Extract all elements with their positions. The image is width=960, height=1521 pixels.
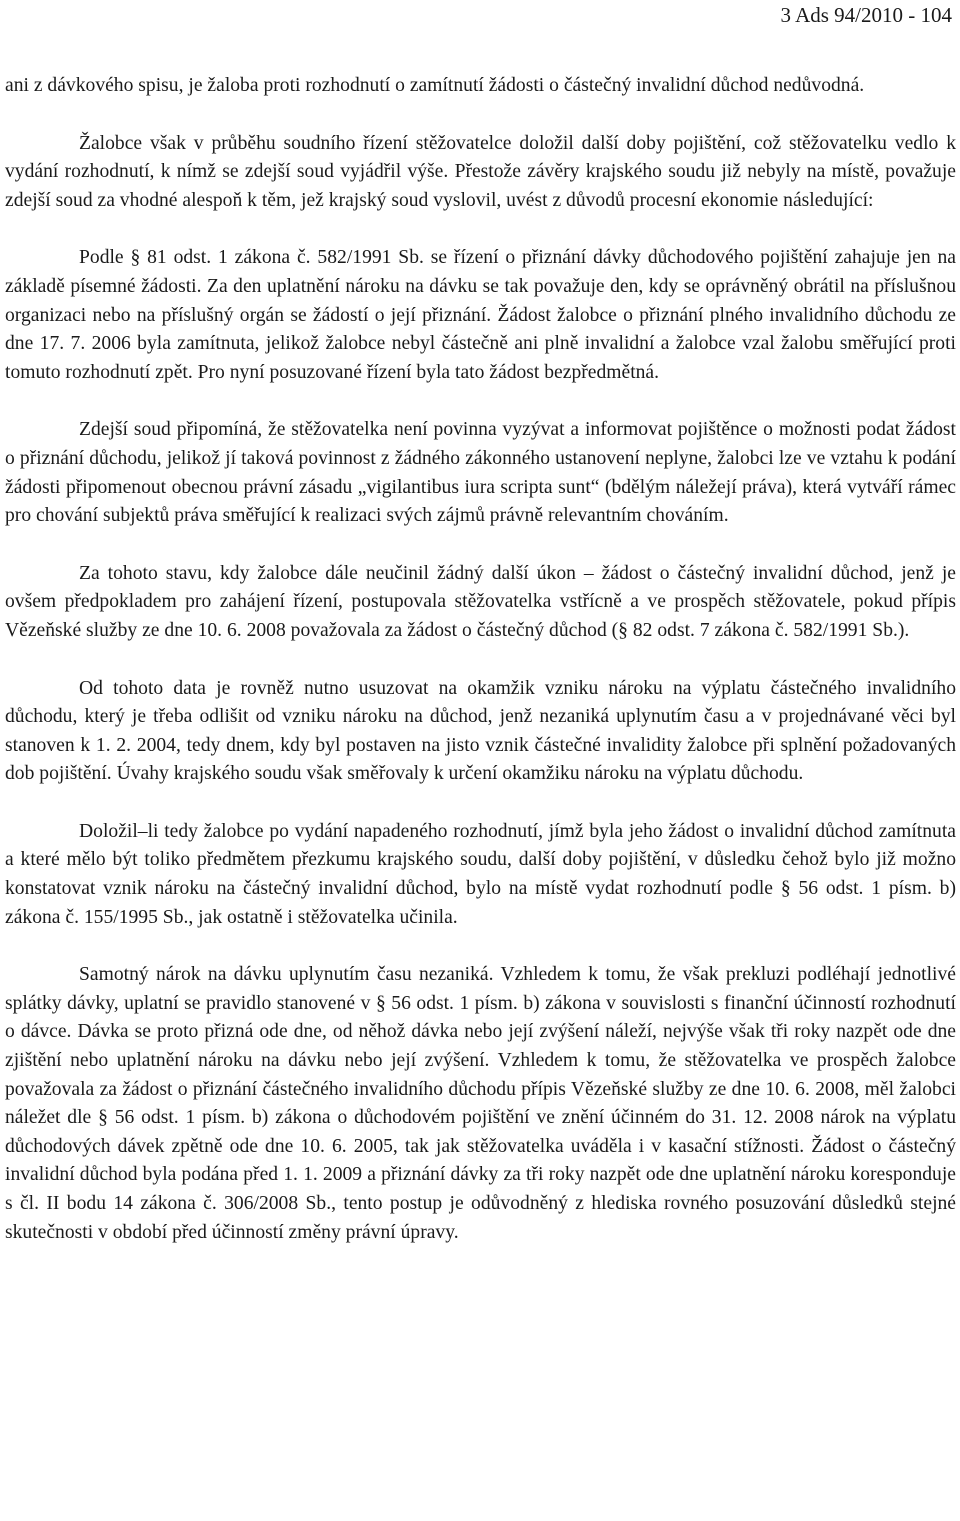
- paragraph-7: Doložil–li tedy žalobce po vydání napadeného rozhodnutí, jímž byla jeho žádost o invalidní důchod zamítnuta a které mělo být toliko předmětem přezkumu krajského soudu, další doby pojištění, v důsledku čehož bylo již možno konstatovat vznik nároku na částečný invalidní důchod, bylo na místě vydat rozhodnutí podle § 56 odst. 1 písm. b) zákona č. 155/1995 Sb., jak ostatně i stěžovatelka učinila.: [5, 820, 956, 928]
- paragraph-6: Od tohoto data je rovněž nutno usuzovat na okamžik vzniku nároku na výplatu částečného invalidního důchodu, který je třeba odlišit od vzniku nároku na důchod, jenž nezaniká uplynutím času a v projednávané věci byl stanoven k 1. 2. 2004, tedy dnem, kdy byl postaven na jisto vznik částečné invalidity žalobce při splnění požadovaných dob pojištění. Úvahy krajského soudu však směřovaly k určení okamžiku nároku na výplatu důchodu.: [5, 677, 956, 785]
- paragraph-2: Žalobce však v průběhu soudního řízení stěžovatelce doložil další doby pojištění, což stěžovatelku vedlo k vydání rozhodnutí, k nímž se zdejší soud vyjádřil výše. Přestože závěry krajského soudu již nebyly na místě, považuje zdejší soud za vhodné alespoň k těm, jež krajský soud vyslovil, uvést z důvodů procesní ekonomie následující:: [5, 132, 956, 211]
- paragraph-3: Podle § 81 odst. 1 zákona č. 582/1991 Sb. se řízení o přiznání dávky důchodového pojištění zahajuje jen na základě písemné žádosti. Za den uplatnění nároku na dávku se tak považuje den, kdy se oprávněný obrátil na příslušnou organizaci nebo na příslušný orgán se žádostí o její přiznání. Žádost žalobce o přiznání plného invalidního důchodu ze dne 17. 7. 2006 byla zamítnuta, jelikož žalobce nebyl částečně ani plně invalidní a žalobce vzal žalobu směřující proti tomuto rozhodnutí zpět. Pro nyní posuzované řízení byla tato žádost bezpředmětná.: [5, 247, 956, 383]
- case-number-header: 3 Ads 94/2010 - 104: [780, 3, 952, 27]
- paragraph-1: ani z dávkového spisu, je žaloba proti rozhodnutí o zamítnutí žádosti o částečný invalidní důchod nedůvodná.: [5, 75, 865, 96]
- paragraph-4: Zdejší soud připomíná, že stěžovatelka není povinna vyzývat a informovat pojištěnce o možnosti podat žádost o přiznání důchodu, jelikož jí taková povinnost z žádného zákonného ustanovení neplyne, žalobci lze ve vztahu k podání žádosti připomenout obecnou právní zásadu „vigilantibus iura scripta sunt“ (bdělým náležejí práva), která vytváří rámec pro chování subjektů práva směřující k realizaci svých zájmů právně relevantním chováním.: [5, 419, 956, 527]
- paragraph-8: Samotný nárok na dávku uplynutím času nezaniká. Vzhledem k tomu, že však prekluzi podléhají jednotlivé splátky dávky, uplatní se pravidlo stanovené v § 56 odst. 1 písm. b) zákona v souvislosti s finanční účinností rozhodnutí o dávce. Dávka se proto přizná ode dne, od něhož dávka nebo její zvýšení náleží, nejvýše však tři roky nazpět ode dne zjištění nebo uplatnění nároku na dávku nebo její zvýšení. Vzhledem k tomu, že stěžovatelka ve prospěch žalobce považovala za žádost o přiznání částečného invalidního důchodu přípis Vězeňské služby ze dne 10. 6. 2008, měl žalobci náležet dle § 56 odst. 1 písm. b) zákona o důchodovém pojištění ve znění účinném do 31. 12. 2008 nárok na výplatu důchodových dávek zpětně ode dne 10. 6. 2005, tak jak stěžovatelka uváděla i v kasační stížnosti. Žádost o částečný invalidní důchod byla podána před 1. 1. 2009 a přiznání dávky za tři roky nazpět ode dne uplatnění nároku koresponduje s čl. II bodu 14 zákona č. 306/2008 Sb., tento postup je odůvodněný z hlediska rovného posuzování důsledků stejné skutečnosti v období před účinností změny právní úpravy.: [5, 964, 956, 1243]
- document-body: [5, 72, 956, 1276]
- paragraph-5: Za tohoto stavu, kdy žalobce dále neučinil žádný další úkon – žádost o částečný invalidní důchod, jenž je ovšem předpokladem pro zahájení řízení, postupovala stěžovatelka vstřícně a ve prospěch stěžovatele, pokud přípis Vězeňské služby ze dne 10. 6. 2008 považovala za žádost o částečný důchod (§ 82 odst. 7 zákona č. 582/1991 Sb.).: [5, 562, 956, 641]
